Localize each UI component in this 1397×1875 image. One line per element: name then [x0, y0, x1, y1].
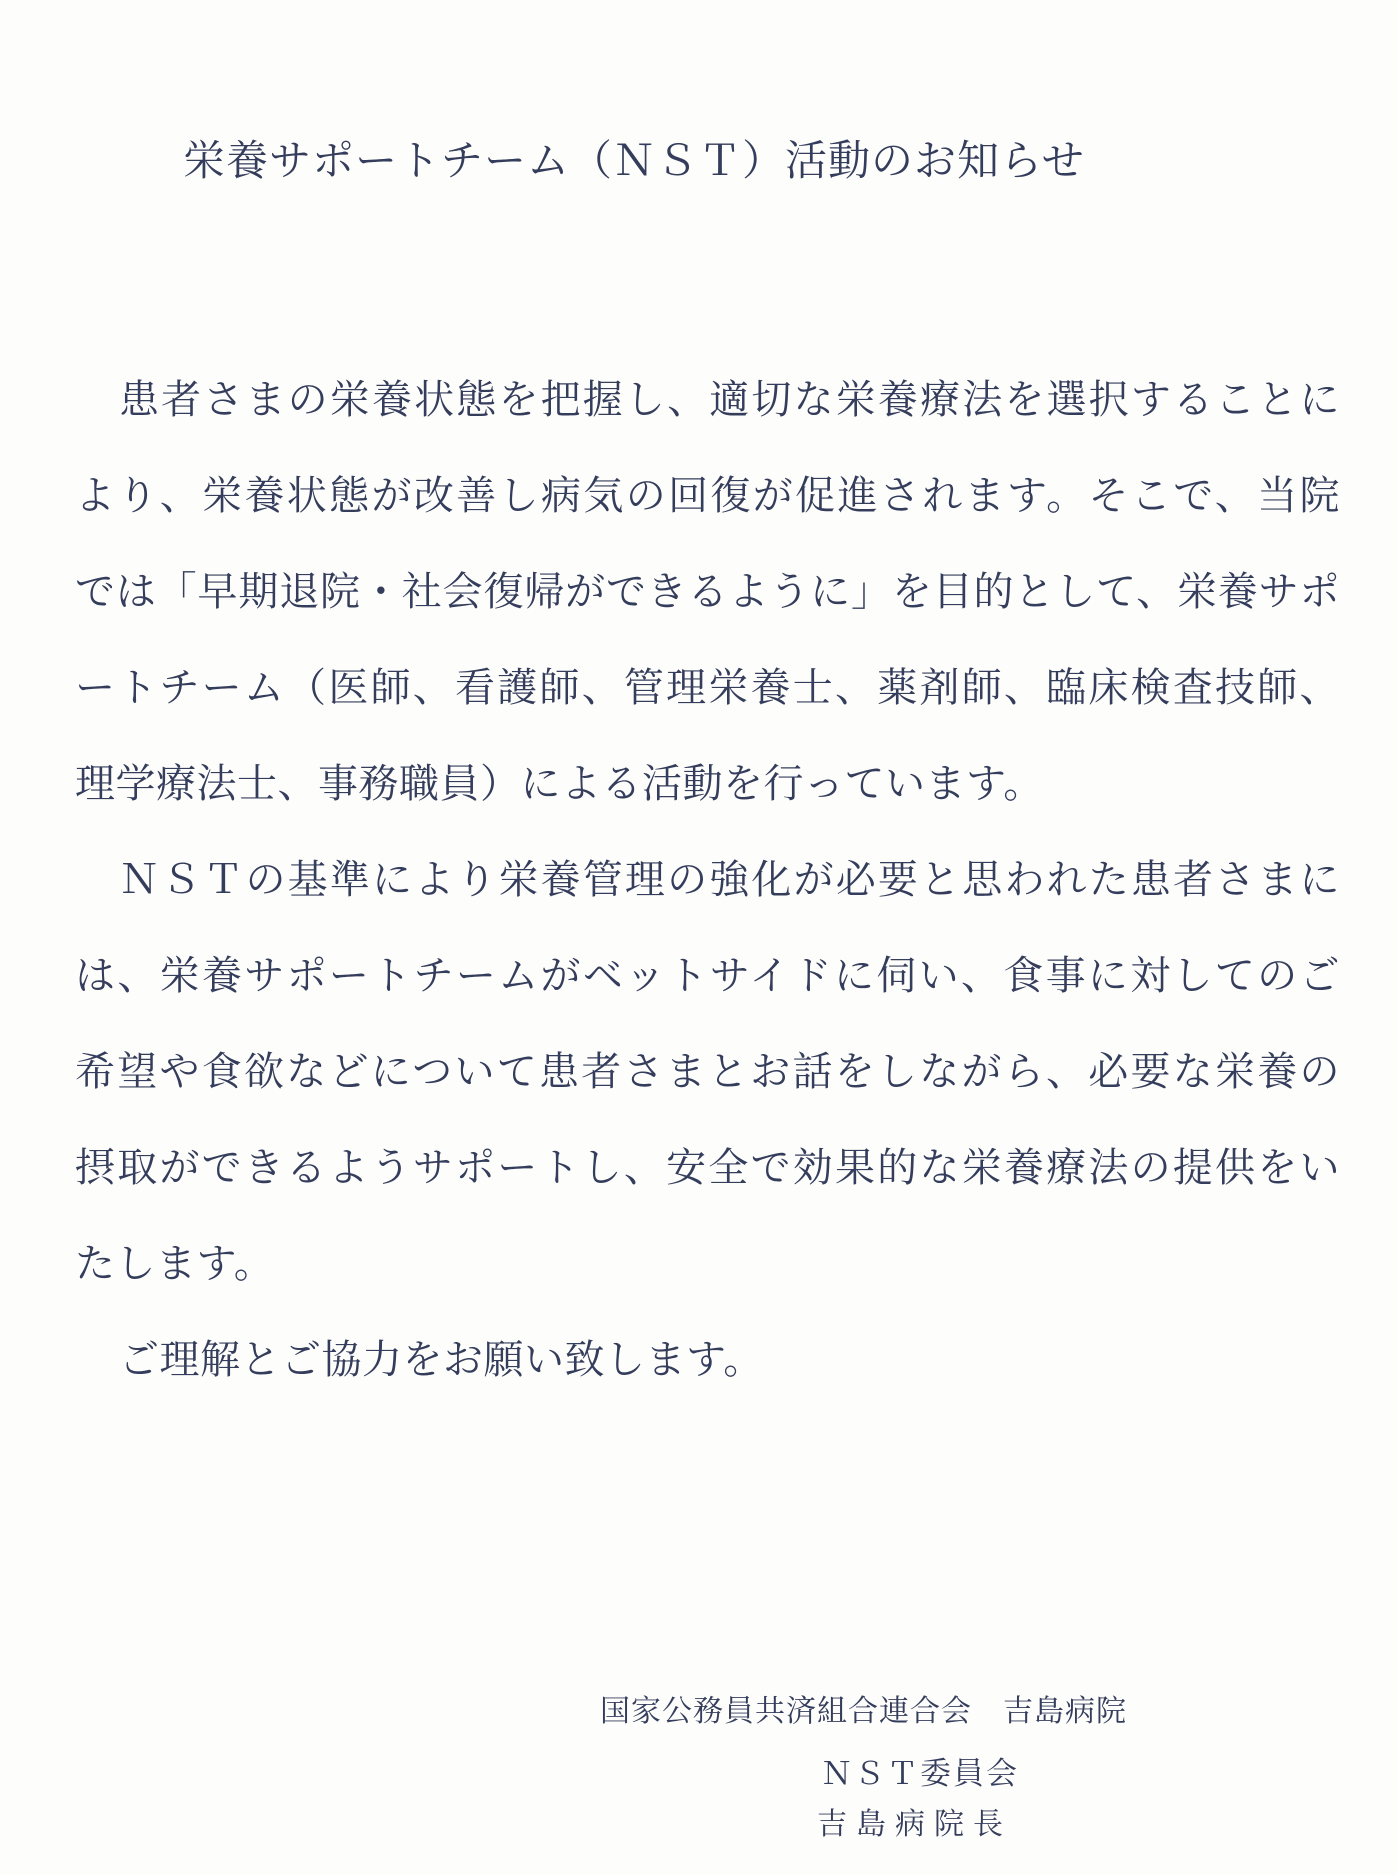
body-line: 患者さまの栄養状態を把握し、適切な栄養療法を選択することに: [119, 377, 1340, 423]
body-line: 希望や食欲などについて患者さまとお話をしながら、必要な栄養の: [75, 1049, 1340, 1095]
body-line: より、栄養状態が改善し病気の回復が促進されます。そこで、当院: [75, 473, 1340, 519]
footer-organization: 国家公務員共済組合連合会 吉島病院: [600, 1694, 1127, 1729]
footer-committee: ＮＳＴ委員会: [821, 1756, 1019, 1792]
body-line: は、栄養サポートチームがベットサイドに伺い、食事に対してのご: [75, 953, 1340, 999]
body-line: たします。: [75, 1241, 275, 1287]
body-line: ＮＳＴの基準により栄養管理の強化が必要と思われた患者さまに: [119, 857, 1340, 903]
body-line: ートチーム（医師、看護師、管理栄養士、薬剤師、臨床検査技師、: [75, 665, 1340, 711]
body-line: では「早期退院・社会復帰ができるように」を目的として、栄養サポ: [75, 569, 1340, 615]
body-line: 理学療法士、事務職員）による活動を行っています。: [75, 761, 1044, 807]
body-line: 摂取ができるようサポートし、安全で効果的な栄養療法の提供をい: [75, 1145, 1340, 1191]
footer-director: 吉島病院長: [817, 1807, 1012, 1842]
body-line: ご理解とご協力をお願い致します。: [119, 1337, 764, 1383]
page-title: 栄養サポートチーム（ＮＳＴ）活動のお知らせ: [183, 136, 1085, 185]
notice-body: [75, 352, 1340, 1408]
